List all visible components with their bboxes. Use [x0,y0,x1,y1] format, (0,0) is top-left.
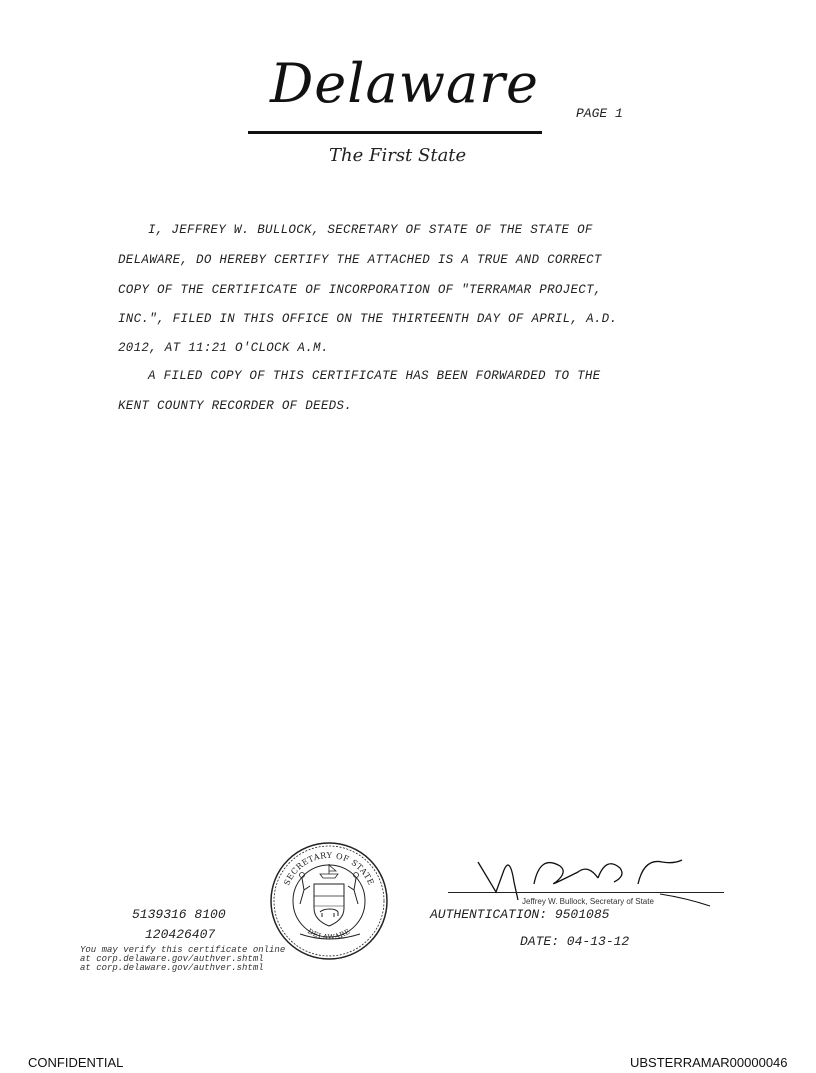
confidential-label: CONFIDENTIAL [28,1055,124,1070]
certificate-line: KENT COUNTY RECORDER OF DEEDS. [118,399,353,413]
file-numbers: 5139316 8100 [132,907,226,922]
seal-bottom-text: DELAWARE [306,927,352,942]
page-number-label: PAGE 1 [576,106,623,121]
state-seal-icon [268,840,390,962]
certificate-line: DELAWARE, DO HEREBY CERTIFY THE ATTACHED IS A TRUE AND CORRECT [118,253,602,267]
verify-line: You may verify this certificate online [80,945,286,955]
state-tagline: The First State [329,145,467,166]
certificate-date: DATE: 04-13-12 [520,934,630,949]
certificate-line: COPY OF THE CERTIFICATE OF INCORPORATION OF "TERRAMAR PROJECT, [118,283,602,297]
seal-top-text: SECRETARY OF STATE [282,850,376,887]
document-number: 120426407 [145,927,216,942]
masthead-rule [248,131,542,134]
bates-number: UBSTERRAMAR00000046 [630,1055,788,1070]
verify-line: at corp.delaware.gov/authver.shtml [80,963,264,973]
certificate-line: I, JEFFREY W. BULLOCK, SECRETARY OF STATE OF THE STATE OF [148,223,593,237]
verify-note [80,946,285,973]
signer-caption: Jeffrey W. Bullock, Secretary of State [522,897,654,906]
certificate-line: 2012, AT 11:21 O'CLOCK A.M. [118,341,329,355]
signature-rule [448,892,724,893]
authentication-number: AUTHENTICATION: 9501085 [430,907,610,922]
certificate-line: A FILED COPY OF THIS CERTIFICATE HAS BEEN FORWARDED TO THE [148,369,601,383]
state-name-masthead: Delaware [270,52,539,115]
verify-line: at corp.delaware.gov/authver.shtml [80,954,264,964]
certificate-line: INC.", FILED IN THIS OFFICE ON THE THIRTEENTH DAY OF APRIL, A.D. [118,312,618,326]
